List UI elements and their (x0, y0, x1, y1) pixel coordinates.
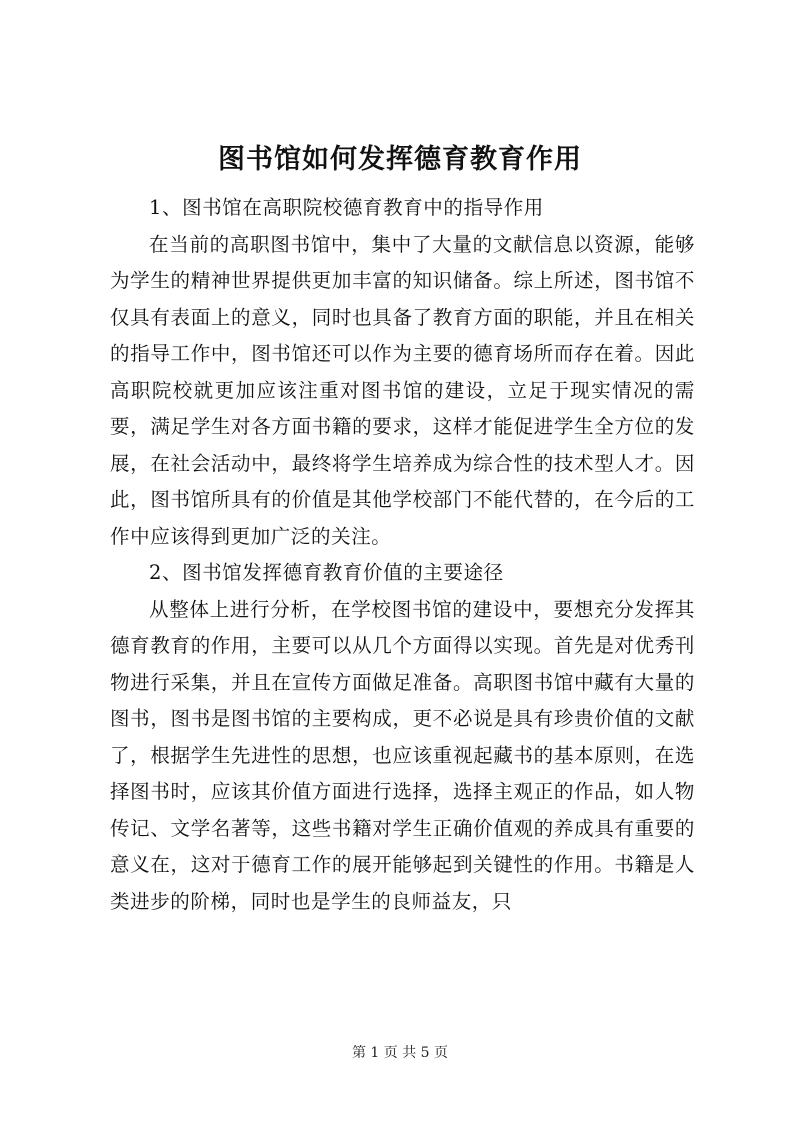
section-1-paragraph: 在当前的高职图书馆中，集中了大量的文献信息以资源，能够为学生的精神世界提供更加丰富的知识储备。综上所述，图书馆不仅具有表面上的意义，同时也具备了教育方面的职能，并且在相关的指导工作中，图书馆还可以作为主要的德育场所而存在着。因此高职院校就更加应该注重对图书馆的建设，立足于现实情况的需要，满足学生对各方面书籍的要求，这样才能促进学生全方位的发展，在社会活动中，最终将学生培养成为综合性的技术型人才。因此，图书馆所具有的价值是其他学校部门不能代替的，在今后的工作中应该得到更加广泛的关注。 (110, 232, 695, 548)
document-title: 图书馆如何发挥德育教育作用 (218, 144, 582, 175)
page-footer: 第 1 页 共 5 页 (351, 1045, 449, 1061)
section-2-paragraph: 从整体上进行分析，在学校图书馆的建设中，要想充分发挥其德育教育的作用，主要可以从几个方面得以实现。首先是对优秀刊物进行采集，并且在宣传方面做足准备。高职图书馆中藏有大量的图书，图书是图书馆的主要构成，更不必说是具有珍贵价值的文献了，根据学生先进性的思想，也应该重视起藏书的基本原则，在选择图书时，应该其价值方面进行选择，选择主观正的作品，如人物传记、文学名著等，这些书籍对学生正确价值观的养成具有重要的意义在，这对于德育工作的展开能够起到关键性的作用。书籍是人类进步的阶梯，同时也是学生的良师益友，只 (110, 597, 695, 913)
document-body (110, 190, 695, 920)
section-2-heading: 2、图书馆发挥德育教育价值的主要途径 (149, 561, 504, 584)
section-1-heading: 1、图书馆在高职院校德育教育中的指导作用 (149, 196, 544, 219)
